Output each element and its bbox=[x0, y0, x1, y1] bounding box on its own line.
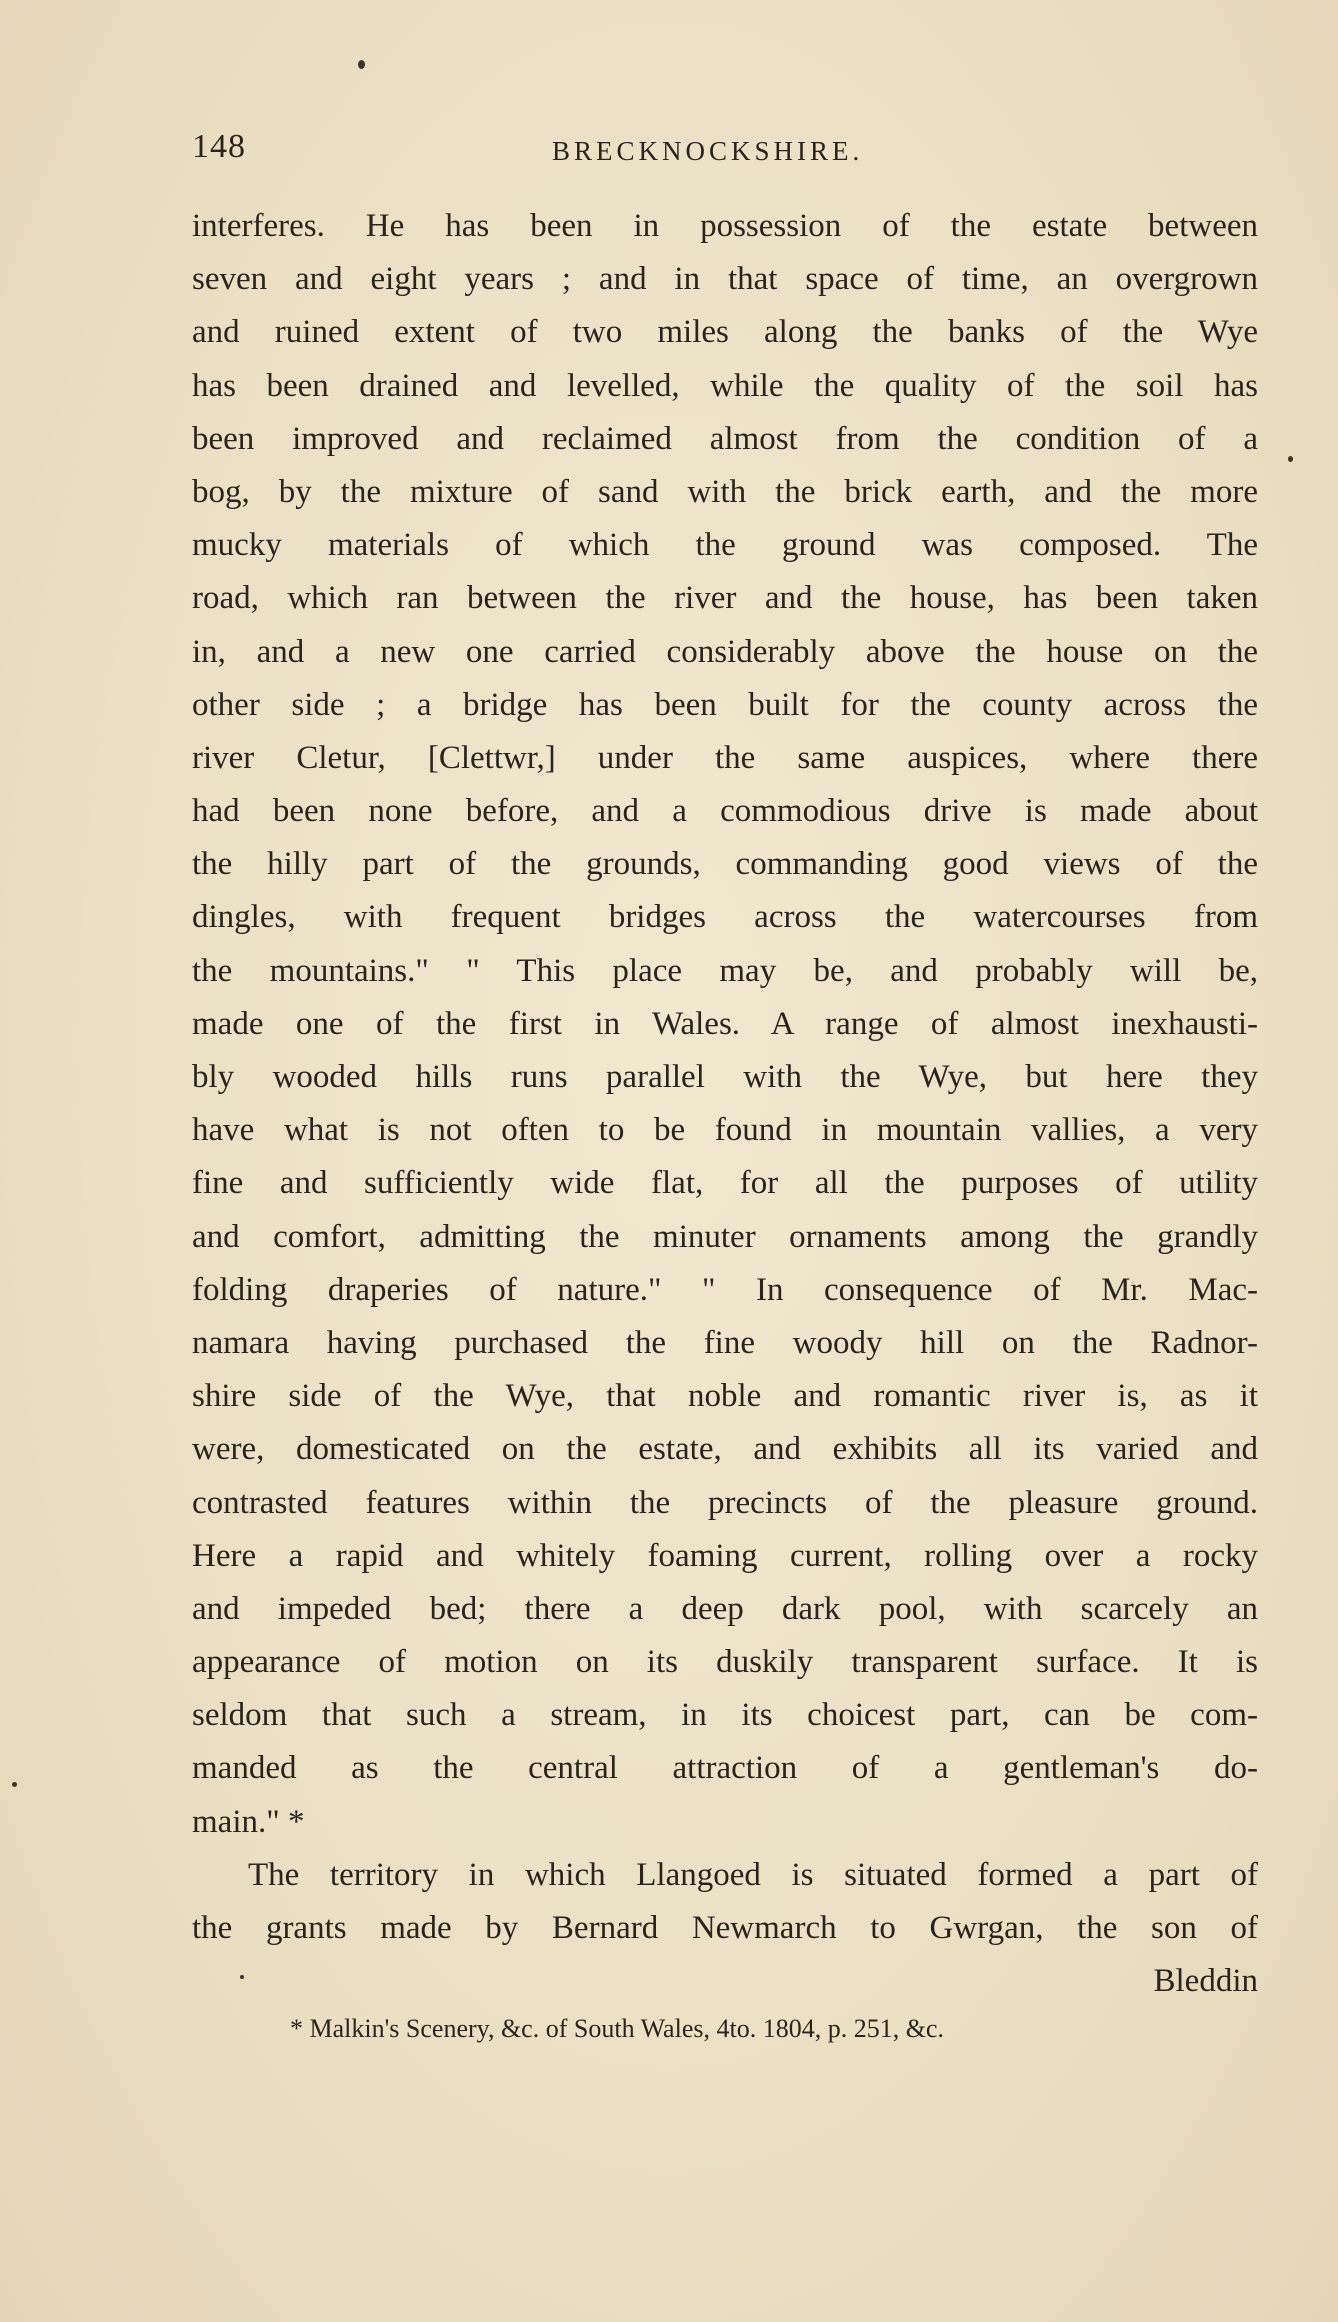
text-line: have what is not often to be found in mountain vallies, a very bbox=[192, 1112, 1258, 1149]
page-number: 148 bbox=[192, 128, 246, 165]
text-line: mucky materials of which the ground was composed. The bbox=[192, 527, 1258, 564]
text-line: main." * bbox=[192, 1803, 305, 1840]
footnote: * Malkin's Scenery, &c. of South Wales, 4to. 1804, p. 251, &c. bbox=[290, 2014, 944, 2043]
text-line: dingles, with frequent bridges across the watercourses from bbox=[192, 899, 1258, 936]
text-line: made one of the first in Wales. A range of almost inexhausti- bbox=[192, 1005, 1258, 1042]
text-line: the hilly part of the grounds, commanding good views of the bbox=[192, 846, 1258, 883]
catchword: Bleddin bbox=[1153, 1963, 1258, 2000]
body-text bbox=[192, 200, 1258, 2008]
text-line: river Cletur, [Clettwr,] under the same auspices, where there bbox=[192, 739, 1258, 776]
text-line: interferes. He has been in possession of the estate between bbox=[192, 208, 1258, 244]
text-line: bog, by the mixture of sand with the brick earth, and the more bbox=[192, 473, 1258, 510]
text-line: namara having purchased the fine woody hill on the Radnor- bbox=[192, 1324, 1258, 1361]
text-line: the mountains." " This place may be, and probably will be, bbox=[192, 952, 1258, 989]
text-line: contrasted features within the precincts of the pleasure ground. bbox=[192, 1484, 1258, 1521]
text-line: were, domesticated on the estate, and exhibits all its varied and bbox=[192, 1431, 1258, 1468]
text-line: had been none before, and a commodious drive is made about bbox=[192, 793, 1258, 830]
ink-speck bbox=[12, 1782, 17, 1787]
text-line: seven and eight years ; and in that space of time, an overgrown bbox=[192, 261, 1258, 298]
text-line: other side ; a bridge has been built for the county across the bbox=[192, 686, 1258, 723]
text-line: road, which ran between the river and the house, has been taken bbox=[192, 580, 1258, 617]
text-line: bly wooded hills runs parallel with the Wye, but here they bbox=[192, 1059, 1258, 1095]
text-line: has been drained and levelled, while the quality of the soil has bbox=[192, 367, 1258, 404]
text-line: The territory in which Llangoed is situated formed a part of bbox=[248, 1856, 1258, 1893]
text-line: appearance of motion on its duskily transparent surface. It is bbox=[192, 1644, 1258, 1681]
text-line: and ruined extent of two miles along the banks of the Wye bbox=[192, 314, 1258, 351]
text-line: and impeded bed; there a deep dark pool, with scarcely an bbox=[192, 1590, 1258, 1627]
ink-speck bbox=[240, 1975, 244, 1979]
text-line: the grants made by Bernard Newmarch to Gwrgan, the son of bbox=[192, 1910, 1258, 1946]
ink-speck bbox=[358, 60, 365, 69]
running-head: BRECKNOCKSHIRE. bbox=[552, 136, 864, 166]
ink-speck bbox=[1288, 456, 1293, 462]
text-line: in, and a new one carried considerably above the house on the bbox=[192, 633, 1258, 670]
text-line: and comfort, admitting the minuter ornaments among the grandly bbox=[192, 1218, 1258, 1255]
text-line: fine and sufficiently wide flat, for all the purposes of utility bbox=[192, 1165, 1258, 1202]
page-header bbox=[192, 128, 1272, 178]
text-line: folding draperies of nature." " In consequence of Mr. Mac- bbox=[192, 1271, 1258, 1308]
text-line: been improved and reclaimed almost from the condition of a bbox=[192, 420, 1258, 457]
text-line: Here a rapid and whitely foaming current, rolling over a rocky bbox=[192, 1537, 1258, 1574]
text-line: manded as the central attraction of a gentleman's do- bbox=[192, 1750, 1258, 1787]
text-line: seldom that such a stream, in its choicest part, can be com- bbox=[192, 1697, 1258, 1734]
text-line: shire side of the Wye, that noble and romantic river is, as it bbox=[192, 1378, 1258, 1415]
